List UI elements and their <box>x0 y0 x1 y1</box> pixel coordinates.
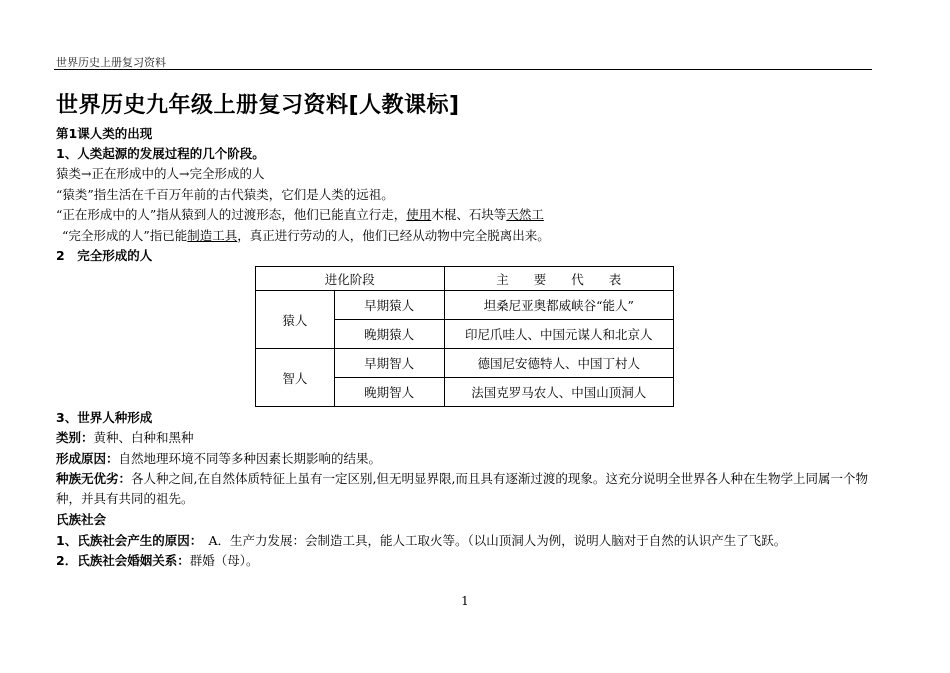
forming-def-text: “正在形成中的人”指从猿到人的过渡形态，他们已能直立行走， <box>56 207 407 222</box>
table-row <box>256 291 674 320</box>
forming-def-text-mid: 木棍、石块等 <box>431 207 507 222</box>
page-number: 1 <box>461 594 469 608</box>
representative-cell: 印尼爪哇人、中国元谋人和北京人 <box>444 320 673 349</box>
formed-def-text: “完全形成的人”指已能 <box>62 228 188 243</box>
race-equality-paragraph <box>56 469 878 509</box>
representative-cell: 德国尼安德特人、中国丁村人 <box>444 349 673 378</box>
forming-human-definition <box>56 205 544 225</box>
stage-cell: 晚期猿人 <box>334 320 444 349</box>
section-1-heading: 1、人类起源的发展过程的几个阶段。 <box>56 146 265 161</box>
category-text: 黄种、白种和黑种 <box>93 430 194 445</box>
group-name-cell: 智人 <box>256 349 335 407</box>
race-formation-cause <box>56 449 381 469</box>
formed-human-definition <box>62 226 550 246</box>
stage-cell: 晚期智人 <box>334 378 444 407</box>
clan-marriage-label: 2．氏族社会婚姻关系： <box>56 553 190 568</box>
equality-text: 各人种之间,在自然体质特征上虽有一定区别,但无明显界限,而且具有逐渐过渡的现象。这充分说明全世界各人种在生物学上同属一个物种，并具有共同的祖先。 <box>56 471 868 506</box>
category-label: 类别： <box>56 430 94 445</box>
section-2-heading: 2 完全形成的人 <box>56 248 153 263</box>
stage-cell: 早期智人 <box>334 349 444 378</box>
race-category <box>56 428 194 448</box>
stage-cell: 早期猿人 <box>334 291 444 320</box>
table-header-representative: 主 要 代 表 <box>444 267 673 291</box>
table-row <box>256 349 674 378</box>
underlined-term-make-tools: 制造工具 <box>187 228 238 243</box>
header-divider <box>54 69 872 70</box>
cause-label: 形成原因： <box>56 451 119 466</box>
cause-text: 自然地理环境不同等多种因素长期影响的结果。 <box>118 451 382 466</box>
document-title: 世界历史九年级上册复习资料[人教课标] <box>56 93 460 118</box>
clan-origin-line <box>56 531 786 551</box>
clan-marriage-line <box>56 551 258 571</box>
underlined-term-use: 使用 <box>406 207 432 222</box>
evolution-table <box>255 266 674 407</box>
running-header: 世界历史上册复习资料 <box>56 56 166 69</box>
section-3-heading: 3、世界人种形成 <box>56 410 153 425</box>
table-header-stage: 进化阶段 <box>256 267 445 291</box>
formed-def-text-post: ，真正进行劳动的人，他们已经从动物中完全脱离出来。 <box>237 228 550 243</box>
underlined-term-natural-tool: 天然工 <box>506 207 544 222</box>
representative-cell: 坦桑尼亚奥都威峡谷“能人” <box>444 291 673 320</box>
clan-society-heading: 氏族社会 <box>56 512 107 527</box>
representative-cell: 法国克罗马农人、中国山顶洞人 <box>444 378 673 407</box>
clan-origin-text: A．生产力发展：会制造工具，能人工取火等。（以山顶洞人为例，说明人脑对于自然的认识产生了飞跃。 <box>195 533 787 548</box>
group-name-cell: 猿人 <box>256 291 335 349</box>
equality-label: 种族无优劣： <box>56 471 132 486</box>
lesson-heading: 第1课人类的出现 <box>56 126 153 141</box>
apes-definition: “猿类”指生活在千百万年前的古代猿类，它们是人类的远祖。 <box>56 187 394 202</box>
clan-marriage-text: 群婚（母）。 <box>189 553 259 568</box>
process-line: 猿类→正在形成中的人→完全形成的人 <box>56 166 265 181</box>
table-header-row <box>256 267 674 291</box>
clan-origin-label: 1、氏族社会产生的原因： <box>56 533 196 548</box>
